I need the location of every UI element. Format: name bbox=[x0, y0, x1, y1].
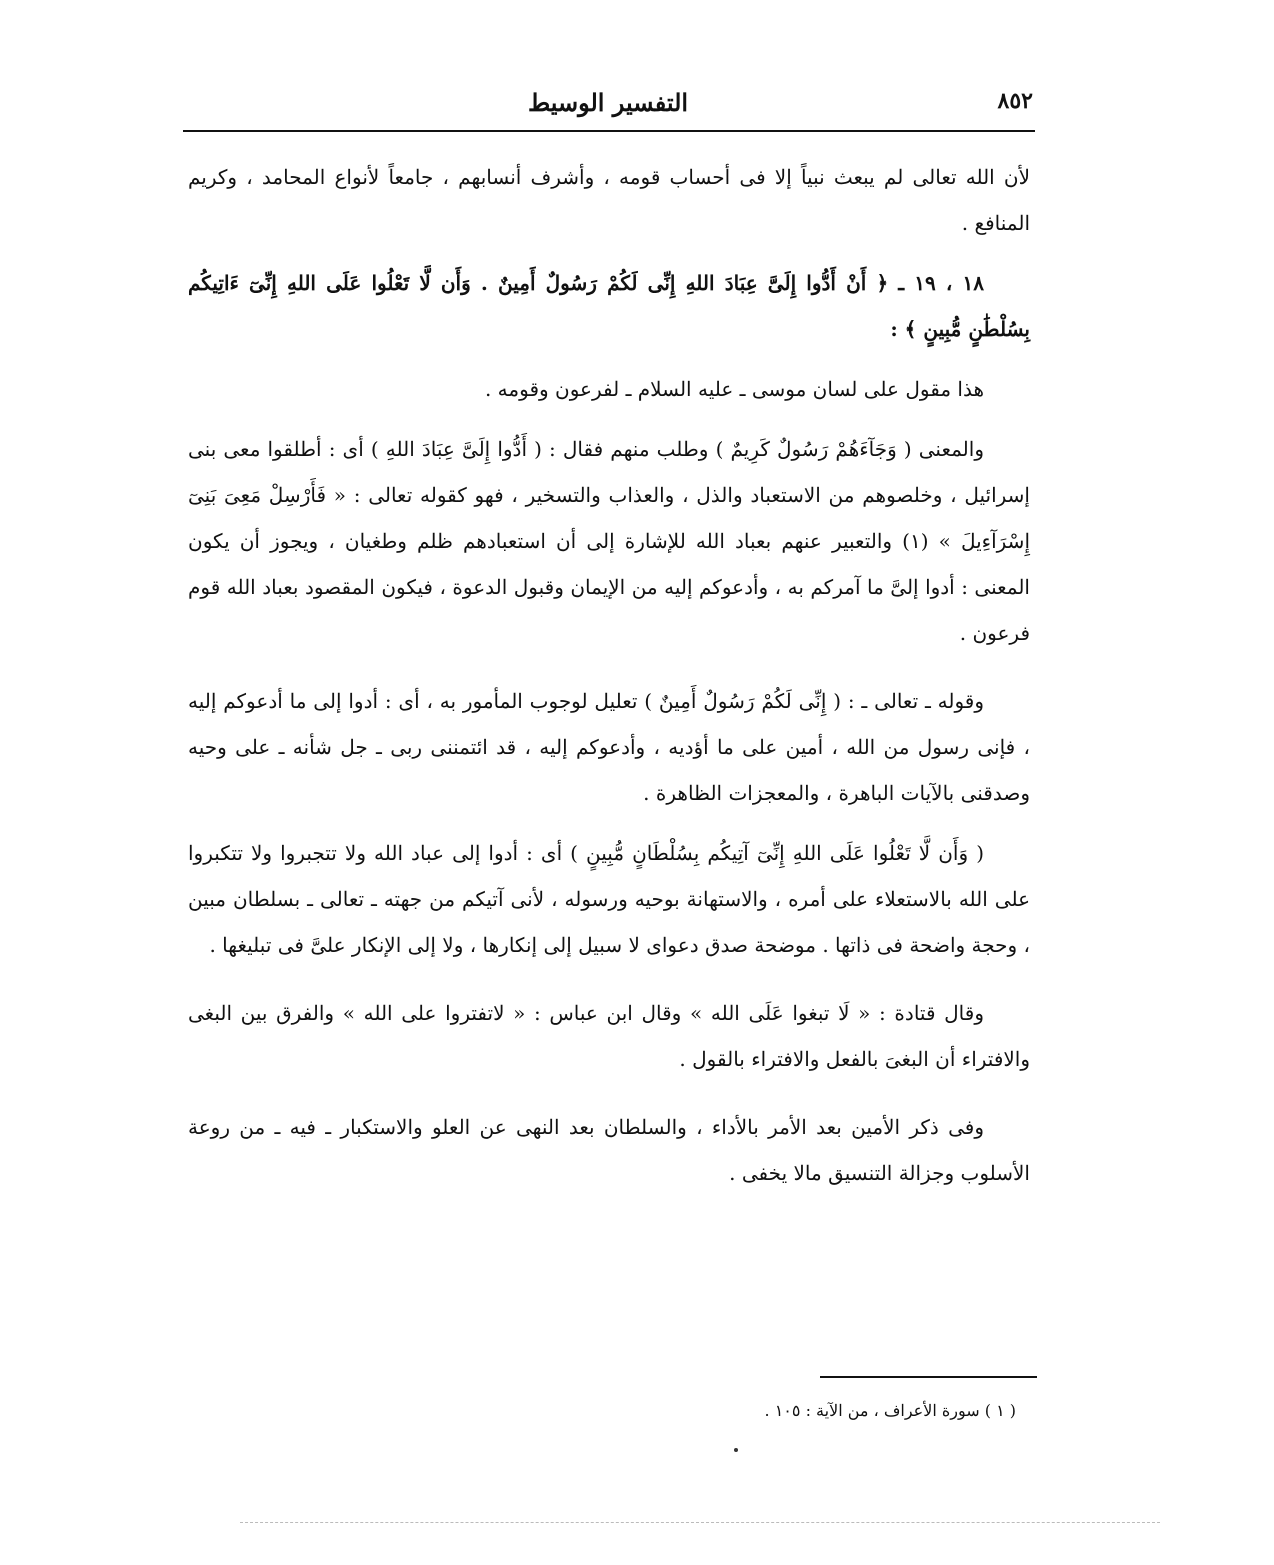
paragraph: ( وَأَن لَّا تَعْلُوا عَلَى اللهِ إِنِّىٓ آتِيكُم بِسُلْطَانٍ مُّبِينٍ ) أى : أدوا إلى عباد الله ولا تتجبروا ولا تتكبروا على الله بالاستعلاء على أمره ، والاستهانة بوحيه ورسوله ، لأنى آتيكم من جهته ـ تعالى ـ بسلطان مبين ، وحجة واضحة فى ذاتها . موضحة صدق دعواى لا سبيل إلى إنكارها ، ولا إلى الإنكار علىَّ فى تبليغها . bbox=[188, 841, 1030, 957]
paragraph: لأن الله تعالى لم يبعث نبياً إلا فى أحساب قومه ، وأشرف أنسابهم ، جامعاً لأنواع المحامد ، وكريم المنافع . bbox=[188, 165, 1030, 235]
paragraph: وفى ذكر الأمين بعد الأمر بالأداء ، والسلطان بعد النهى عن العلو والاستكبار ـ فيه ـ من روعة الأسلوب وجزالة التنسيق مالا يخفى . bbox=[188, 1115, 1030, 1185]
main-text bbox=[188, 154, 1030, 1210]
paragraph: وقوله ـ تعالى ـ : ( إِنِّى لَكُمْ رَسُولٌ أَمِينٌ ) تعليل لوجوب المأمور به ، أى : أدوا إلى ما أدعوكم إليه ، فإنى رسول من الله ، أمين على ما أؤديه ، وأدعوكم إليه ، قد ائتمننى ربى ـ جل شأنه ـ على وحيه وصدقنى بالآيات الباهرة ، والمعجزات الظاهرة . bbox=[188, 689, 1030, 805]
running-title: التفسير الوسيط bbox=[527, 88, 689, 117]
header-divider bbox=[183, 130, 1035, 132]
scan-edge-line bbox=[240, 1522, 1160, 1523]
verse-heading: ١٨ ، ١٩ ـ ﴿ أَنْ أَدُّوا إِلَىَّ عِبَادَ اللهِ إِنِّى لَكُمْ رَسُولٌ أَمِينٌ . وَأَن لَّا تَعْلُوا عَلَى اللهِ إِنِّىٓ ءَاتِيكُم بِسُلْطَٰنٍ مُّبِينٍ ﴾ : bbox=[188, 271, 1030, 341]
paragraph: هذا مقول على لسان موسى ـ عليه السلام ـ لفرعون وقومه . bbox=[484, 377, 984, 401]
paragraph: وقال قتادة : « لَا تبغوا عَلَى الله » وقال ابن عباس : « لاتفتروا على الله » والفرق بين البغى والافتراء أن البغىَ بالفعل والافتراء بالقول . bbox=[188, 1001, 1030, 1071]
page-header bbox=[183, 84, 1033, 128]
paragraph: والمعنى ( وَجَآءَهُمْ رَسُولٌ كَرِيمٌ ) وطلب منهم فقال : ( أَدُّوا إِلَىَّ عِبَادَ اللهِ ) أى : أطلقوا معى بنى إسرائيل ، وخلصوهم من الاستعباد والذل ، والعذاب والتسخير ، فهو كقوله تعالى : « فَأَرْسِلْ مَعِىَ بَنِىٓ إِسْرَآءِيلَ » (١) والتعبير عنهم بعباد الله للإشارة إلى أن استعبادهم ظلم وطغيان ، ويجوز أن يكون المعنى : أدوا إلىَّ ما آمركم به ، وأدعوكم إليه من الإيمان وقبول الدعوة ، فيكون المقصود بعباد الله قوم فرعون . bbox=[188, 437, 1030, 645]
footnote: ( ١ ) سورة الأعراف ، من الآية : ١٠٥ . bbox=[764, 1401, 1016, 1420]
footnote-divider bbox=[820, 1376, 1037, 1378]
scan-mark bbox=[734, 1448, 738, 1452]
page-number: ٨٥٢ bbox=[997, 88, 1033, 114]
